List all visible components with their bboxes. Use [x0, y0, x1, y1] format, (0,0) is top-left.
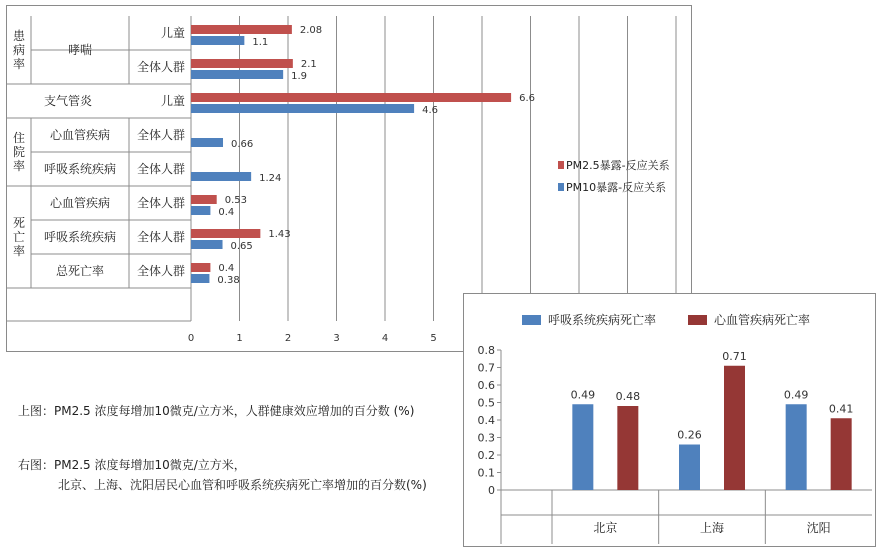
bar-pm25 [191, 93, 511, 102]
legend-label-pm10: PM10暴露-反应关系 [566, 181, 667, 194]
group-label: 患病率 [12, 29, 26, 71]
bar-cardio [831, 418, 852, 490]
caption-top: 上图：PM2.5 浓度每增加10微克/立方米，人群健康效应增加的百分数 (%) [18, 404, 415, 418]
population-label: 儿童 [160, 26, 185, 40]
y-tick-label: 0.7 [477, 361, 495, 375]
x-tick-label: 0 [187, 333, 195, 344]
value-label-pm10: 0.66 [231, 139, 254, 150]
bar-pm10 [191, 104, 414, 113]
population-label: 全体人群 [136, 264, 185, 278]
y-tick-label: 0.1 [477, 466, 495, 480]
x-tick-label: 1 [236, 333, 243, 344]
city-bar-chart [464, 294, 875, 546]
bar-pm25 [191, 25, 292, 34]
x-tick-label: 2 [284, 333, 292, 344]
y-tick-label: 0.8 [477, 344, 495, 357]
category-label: 北京 [593, 521, 618, 535]
caption-right [18, 455, 427, 495]
disease-label: 呼吸系统疾病 [43, 230, 117, 244]
value-label-respiratory: 0.26 [677, 428, 702, 442]
legend-swatch-cardio [688, 315, 707, 325]
bar-cardio [617, 406, 638, 490]
population-label: 全体人群 [136, 60, 185, 74]
caption-right-line2: 北京、上海、沈阳居民心血管和呼吸系统疾病死亡率增加的百分数(%) [58, 478, 427, 492]
value-label-pm25: 2.1 [300, 59, 317, 70]
bar-respiratory [572, 404, 593, 490]
value-label-pm10: 0.65 [230, 241, 253, 252]
bar-pm25 [191, 229, 260, 238]
legend-swatch-pm10 [558, 183, 564, 191]
disease-label: 心血管疾病 [49, 128, 111, 142]
y-tick-label: 0.3 [477, 431, 495, 445]
population-label: 儿童 [160, 94, 185, 108]
bar-pm10 [191, 70, 283, 79]
y-tick-label: 0.2 [477, 449, 495, 462]
bar-pm10 [191, 36, 244, 45]
disease-label: 支气管炎 [43, 94, 93, 108]
value-label-pm10: 0.38 [217, 275, 240, 286]
group-label: 住院率 [12, 131, 26, 173]
disease-label: 总死亡率 [55, 264, 105, 278]
legend-swatch-pm25 [558, 161, 564, 169]
bar-pm10 [191, 172, 251, 181]
value-label-pm25: 2.08 [299, 25, 323, 36]
value-label-cardio: 0.71 [722, 349, 747, 363]
disease-label: 呼吸系统疾病 [43, 162, 117, 176]
population-label: 全体人群 [136, 230, 185, 244]
bar-respiratory [786, 404, 807, 490]
x-tick-label: 3 [333, 333, 340, 344]
disease-label: 心血管疾病 [49, 196, 111, 210]
disease-label: 哮喘 [67, 43, 93, 57]
legend-label-respiratory: 呼吸系统疾病死亡率 [548, 313, 657, 327]
x-tick-label: 4 [381, 333, 389, 344]
bar-cardio [724, 366, 745, 490]
value-label-cardio: 0.41 [828, 402, 854, 416]
legend-label-pm25: PM2.5暴露-反应关系 [566, 159, 670, 172]
value-label-pm25: 0.53 [224, 195, 247, 206]
bar-pm10 [191, 206, 210, 215]
y-tick-label: 0 [488, 484, 495, 497]
category-label: 上海 [699, 521, 725, 535]
value-label-pm10: 1.9 [291, 71, 308, 82]
legend-swatch-respiratory [522, 315, 541, 325]
bar-pm10 [191, 138, 223, 147]
x-tick-label: 5 [430, 333, 437, 344]
population-label: 全体人群 [136, 162, 185, 176]
value-label-respiratory: 0.49 [783, 388, 809, 402]
value-label-pm25: 0.4 [218, 263, 235, 274]
caption-right-line1: 右图：PM2.5 浓度每增加10微克/立方米， [18, 458, 246, 472]
bar-pm25 [191, 59, 293, 68]
right-chart-panel [463, 293, 876, 547]
value-label-pm25: 6.6 [519, 93, 536, 104]
value-label-pm10: 1.24 [259, 173, 282, 184]
bar-pm10 [191, 240, 223, 249]
population-label: 全体人群 [136, 196, 185, 210]
bar-pm25 [191, 195, 217, 204]
population-label: 全体人群 [136, 128, 185, 142]
y-tick-label: 0.4 [477, 414, 495, 427]
value-label-pm10: 4.6 [422, 105, 439, 116]
value-label-pm10: 1.1 [252, 37, 269, 48]
value-label-pm25: 1.43 [268, 229, 291, 240]
legend-label-cardio: 心血管疾病死亡率 [714, 313, 811, 327]
bar-pm10 [191, 274, 209, 283]
bar-pm25 [191, 263, 210, 272]
group-label: 死亡率 [12, 216, 26, 258]
y-tick-label: 0.6 [477, 379, 495, 392]
value-label-pm10: 0.4 [218, 207, 235, 218]
y-tick-label: 0.5 [477, 396, 495, 410]
value-label-respiratory: 0.49 [570, 388, 596, 402]
value-label-cardio: 0.48 [615, 390, 641, 403]
bar-respiratory [679, 445, 700, 491]
category-label: 沈阳 [806, 521, 831, 535]
